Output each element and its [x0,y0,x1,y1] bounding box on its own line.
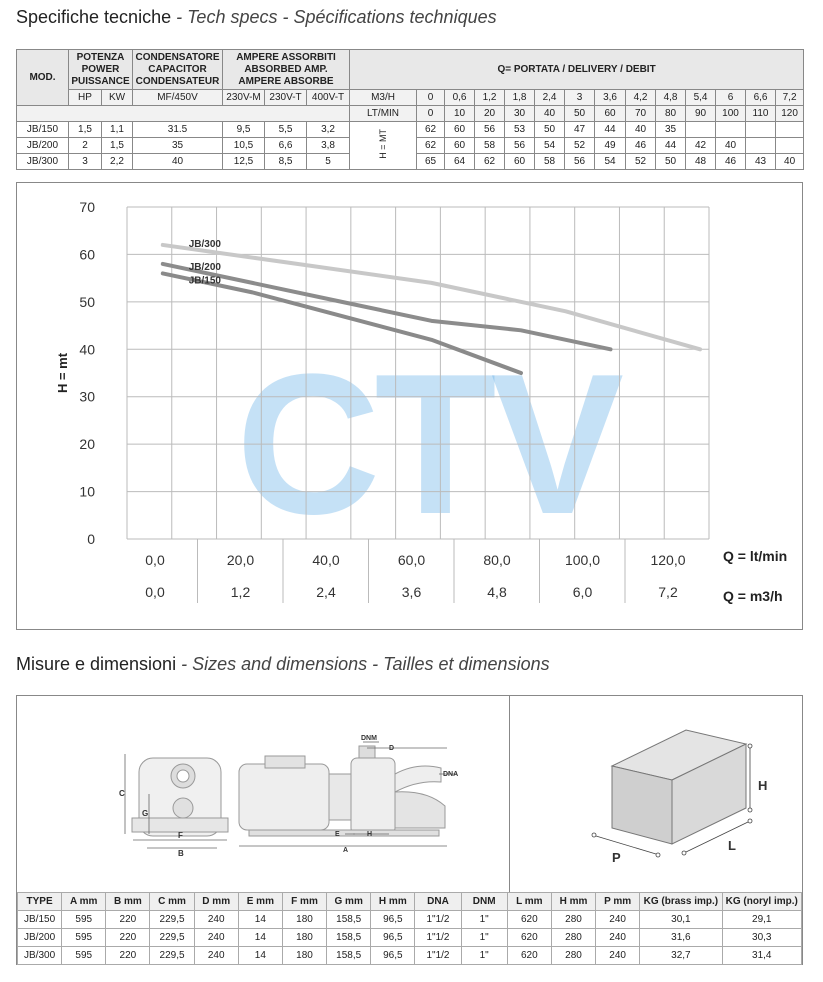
dims-cell: 595 [62,929,106,947]
y-tick-label: 10 [79,483,95,500]
m3h-value: 1,2 [475,90,505,106]
dims-header-cell: C mm [150,893,194,911]
dims-cell: 620 [507,929,551,947]
spec-cell: JB/300 [17,154,69,170]
spec-cell: 5 [307,154,350,170]
head-value: 62 [417,122,445,138]
label-d: D [389,745,395,752]
dims-cell: 595 [62,947,106,965]
header-power: POTENZA POWER PUISSANCE [69,50,133,90]
dims-cell: 1" [461,929,507,947]
dims-cell: 620 [507,947,551,965]
dims-cell: 240 [596,929,640,947]
specs-header-row [17,50,804,90]
head-value [686,122,716,138]
dims-cell: 280 [551,911,595,929]
dims-header-cell: KG (brass imp.) [640,893,722,911]
y-tick-label: 50 [79,293,95,310]
spec-cell: JB/150 [17,122,69,138]
pump-drawing [17,696,509,892]
x-tick-m3h: 2,4 [316,584,336,600]
unit-cell: MF/450V [133,90,223,106]
spec-cell: 10,5 [223,138,265,154]
label-b: B [178,849,184,858]
dimensions-header-row [18,893,802,911]
head-value [716,122,746,138]
dims-cell: 31,4 [722,947,801,965]
m3h-value: 6,6 [746,90,776,106]
head-value: 52 [626,154,656,170]
ltmin-value: 30 [505,106,535,122]
m3h-value: 3,6 [595,90,626,106]
m3h-value: 4,2 [626,90,656,106]
label-g: G [142,809,149,818]
head-value: 64 [445,154,475,170]
spec-cell: 8,5 [265,154,307,170]
box-label-p: P [612,850,621,865]
m3h-value: 6 [716,90,746,106]
head-value: 58 [535,154,565,170]
watermark-text: CTV [236,333,618,556]
dims-cell: 180 [282,911,326,929]
series-label: JB/300 [188,238,221,250]
label-e: E [335,831,340,838]
dims-header-cell: DNA [415,893,461,911]
spec-cell: 1,5 [102,138,133,154]
dimensions-panel [16,695,803,965]
spec-cell: 3,8 [307,138,350,154]
ltmin-label: LT/MIN [350,106,417,122]
ltmin-value: 20 [475,106,505,122]
ltmin-value: 110 [746,106,776,122]
dimensions-table [17,892,802,965]
label-c: C [119,789,125,798]
dims-cell: 1" [461,911,507,929]
spec-cell: 40 [133,154,223,170]
dims-row [18,947,802,965]
unit-cell: HP [69,90,102,106]
x-tick-m3h: 6,0 [572,584,593,600]
label-dnm: DNM [361,735,377,742]
head-value: 46 [716,154,746,170]
pump-side-view [239,746,445,836]
dims-cell: 240 [596,947,640,965]
specs-row [17,122,804,138]
x-axis-label-m3h: Q = m3/h [723,588,783,604]
dims-header-cell: TYPE [18,893,62,911]
dims-cell: 240 [194,929,238,947]
spec-cell: 31.5 [133,122,223,138]
dims-cell: JB/200 [18,929,62,947]
specs-subtitle: - Tech specs - Spécifications techniques [171,7,497,27]
specs-title: Specifiche tecniche [16,7,172,27]
dims-header-cell: G mm [327,893,371,911]
dims-cell: 1" [461,947,507,965]
dims-cell: 158,5 [327,947,371,965]
x-tick-ltmin: 20,0 [226,552,255,568]
dims-cell: 240 [596,911,640,929]
dims-cell: 595 [62,911,106,929]
x-tick-m3h: 7,2 [658,584,678,600]
dims-cell: 158,5 [327,929,371,947]
dims-cell: 14 [238,947,282,965]
series-label: JB/150 [188,275,221,287]
y-tick-label: 30 [79,388,95,405]
y-tick-label: 60 [79,246,95,263]
ltmin-value: 40 [535,106,565,122]
head-value: 54 [595,154,626,170]
dims-cell: 32,7 [640,947,722,965]
m3h-value: 4,8 [656,90,686,106]
x-tick-ltmin: 0,0 [145,552,165,568]
ltmin-value: 10 [445,106,475,122]
x-tick-ltmin: 120,0 [650,552,686,568]
unit-cell: 400V-T [307,90,350,106]
head-value: 50 [656,154,686,170]
ltmin-value: 0 [417,106,445,122]
dims-header-cell: KG (noryl imp.) [722,893,801,911]
spec-cell: 3 [69,154,102,170]
unit-cell: 230V-T [265,90,307,106]
dims-cell: 1"1/2 [415,929,461,947]
specs-section-title [16,7,497,28]
x-tick-ltmin: 60,0 [397,552,426,568]
dims-cell: 229,5 [150,947,194,965]
dims-cell: 180 [282,929,326,947]
head-value: 40 [716,138,746,154]
m3h-value: 1,8 [505,90,535,106]
head-value [776,122,804,138]
dimensions-subtitle: - Sizes and dimensions - Tailles et dimensions [176,654,550,674]
y-axis-label: H = mt [55,352,70,394]
dims-cell: JB/150 [18,911,62,929]
box-label-l: L [728,838,736,853]
head-value [746,138,776,154]
dims-cell: 220 [106,911,150,929]
ltmin-value: 90 [686,106,716,122]
head-value: 56 [505,138,535,154]
head-value: 43 [746,154,776,170]
specs-table [16,49,804,170]
label-dna: DNA [443,771,459,778]
spec-cell: 6,6 [265,138,307,154]
dims-header-cell: B mm [106,893,150,911]
dims-cell: 220 [106,929,150,947]
dims-cell: 96,5 [371,911,415,929]
head-value: 52 [565,138,595,154]
dims-cell: 1"1/2 [415,911,461,929]
x-tick-m3h: 0,0 [145,584,165,600]
hmt-label [350,122,417,170]
dims-cell: 30,3 [722,929,801,947]
head-value: 58 [475,138,505,154]
label-f: F [178,831,183,840]
dims-cell: JB/300 [18,947,62,965]
dims-cell: 220 [106,947,150,965]
dims-header-cell: H mm [551,893,595,911]
head-value: 56 [565,154,595,170]
head-value: 60 [505,154,535,170]
unit-cell: KW [102,90,133,106]
head-value: 65 [417,154,445,170]
m3h-value: 2,4 [535,90,565,106]
box-label-h: H [758,778,768,793]
header-capacitor: CONDENSATORE CAPACITOR CONDENSATEUR [133,50,223,90]
spec-cell: 12,5 [223,154,265,170]
unit-cell: 230V-M [223,90,265,106]
head-value: 44 [656,138,686,154]
head-value: 47 [565,122,595,138]
packaging-box-drawing [510,696,802,892]
dims-header-cell: P mm [596,893,640,911]
head-value: 48 [686,154,716,170]
performance-chart [16,182,803,630]
head-value: 56 [475,122,505,138]
dims-cell: 229,5 [150,929,194,947]
y-tick-label: 20 [79,436,95,453]
dims-cell: 180 [282,947,326,965]
head-value: 62 [417,138,445,154]
pump-front-view [132,758,228,836]
dims-cell: 240 [194,947,238,965]
head-value: 60 [445,122,475,138]
dims-header-cell: A mm [62,893,106,911]
dims-header-cell: DNM [461,893,507,911]
hmt-text: H = MT [378,129,389,159]
m3h-value: 5,4 [686,90,716,106]
dims-header-cell: L mm [507,893,551,911]
y-tick-label: 40 [79,341,95,358]
spec-cell: 2,2 [102,154,133,170]
header-ampere: AMPERE ASSORBITI ABSORBED AMP. AMPERE ABSORBE [223,50,350,90]
header-delivery: Q= PORTATA / DELIVERY / DEBIT [350,50,804,90]
head-value: 62 [475,154,505,170]
spec-cell: 5,5 [265,122,307,138]
y-tick-label: 70 [79,199,95,215]
head-value: 42 [686,138,716,154]
dims-cell: 280 [551,947,595,965]
x-tick-m3h: 1,2 [230,584,251,600]
dimensions-section-title [16,654,550,675]
spec-cell: 1,1 [102,122,133,138]
dims-header-cell: D mm [194,893,238,911]
ltmin-value: 80 [656,106,686,122]
x-tick-ltmin: 40,0 [312,552,340,568]
label-h: H [367,831,373,838]
head-value: 40 [776,154,804,170]
dims-cell: 240 [194,911,238,929]
dims-cell: 30,1 [640,911,722,929]
x-tick-m3h: 3,6 [401,584,422,600]
head-value: 53 [505,122,535,138]
dims-row [18,911,802,929]
x-axis-label-ltmin: Q = lt/min [723,548,788,564]
dims-row [18,929,802,947]
spec-cell: 1,5 [69,122,102,138]
head-value [746,122,776,138]
dims-cell: 1"1/2 [415,947,461,965]
head-value: 44 [595,122,626,138]
label-a: A [343,847,349,854]
dims-cell: 31,6 [640,929,722,947]
ltmin-value: 60 [595,106,626,122]
head-value: 54 [535,138,565,154]
spec-cell: 2 [69,138,102,154]
m3h-value: 7,2 [776,90,804,106]
m3h-label: M3/H [350,90,417,106]
dims-cell: 280 [551,929,595,947]
head-value: 50 [535,122,565,138]
dims-header-cell: E mm [238,893,282,911]
dims-cell: 29,1 [722,911,801,929]
ltmin-value: 70 [626,106,656,122]
m3h-value: 0,6 [445,90,475,106]
dims-cell: 96,5 [371,929,415,947]
dims-cell: 14 [238,911,282,929]
spec-cell: 35 [133,138,223,154]
ltmin-value: 120 [776,106,804,122]
series-label: JB/200 [188,261,221,273]
dims-header-cell: F mm [282,893,326,911]
dims-cell: 96,5 [371,947,415,965]
ltmin-value: 50 [565,106,595,122]
dims-cell: 620 [507,911,551,929]
ltmin-value: 100 [716,106,746,122]
spec-cell: 3,2 [307,122,350,138]
specs-ltmin-row [17,106,804,122]
specs-units-row [17,90,804,106]
head-value: 49 [595,138,626,154]
dims-cell: 14 [238,929,282,947]
head-value [776,138,804,154]
y-tick-label: 0 [87,531,95,547]
ltmin-spacer [17,106,350,122]
m3h-value: 0 [417,90,445,106]
x-tick-m3h: 4,8 [487,584,507,600]
head-value: 35 [656,122,686,138]
x-tick-ltmin: 100,0 [564,552,601,568]
spec-cell: 9,5 [223,122,265,138]
head-value: 46 [626,138,656,154]
head-value: 40 [626,122,656,138]
spec-cell: JB/200 [17,138,69,154]
dims-cell: 229,5 [150,911,194,929]
m3h-value: 3 [565,90,595,106]
dims-cell: 158,5 [327,911,371,929]
dimensions-title: Misure e dimensioni [16,654,177,674]
header-mod: MOD. [17,50,69,106]
x-tick-ltmin: 80,0 [483,552,511,568]
head-value: 60 [445,138,475,154]
dims-header-cell: H mm [371,893,415,911]
